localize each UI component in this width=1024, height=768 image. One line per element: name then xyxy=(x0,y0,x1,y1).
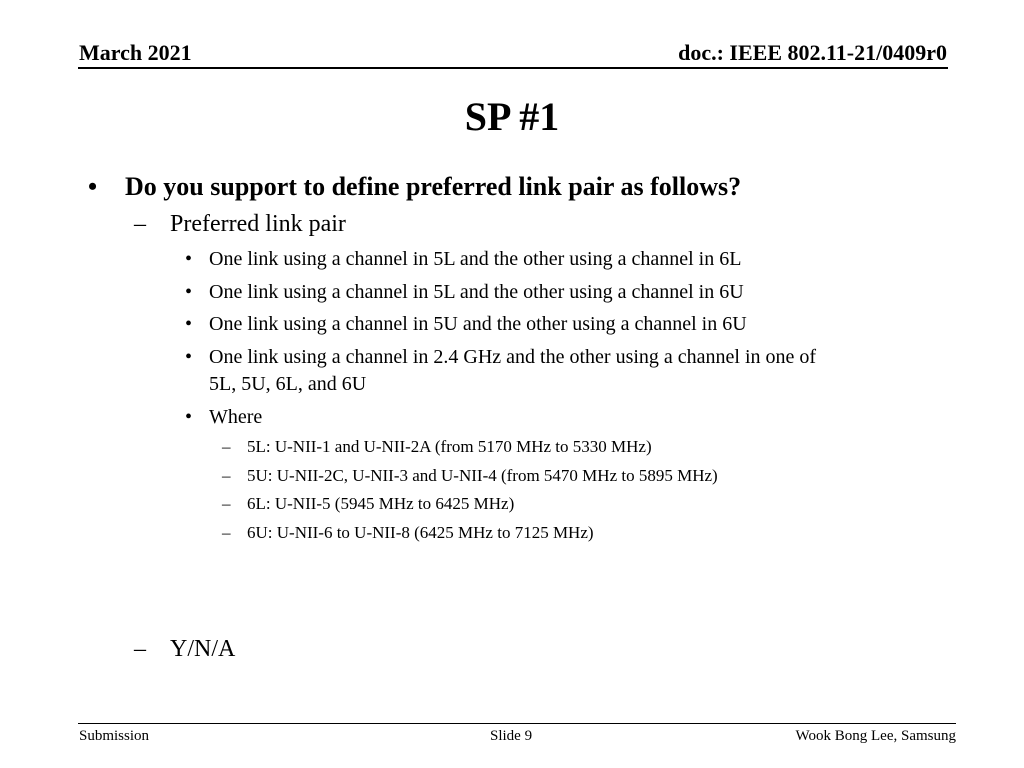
bullet-marker: • xyxy=(185,313,193,335)
list-item: One link using a channel in 5U and the other using a channel in 6U xyxy=(209,313,747,335)
dash-marker: – xyxy=(222,523,231,542)
dash-marker: – xyxy=(222,466,231,485)
slide-title: SP #1 xyxy=(464,94,560,139)
bullet-marker: • xyxy=(88,172,98,201)
list-item: One link using a channel in 5L and the other using a channel in 6L xyxy=(209,248,742,270)
dash-marker: – xyxy=(222,494,231,513)
dash-marker: – xyxy=(222,437,231,456)
footer-slide-number: Slide 9 xyxy=(490,728,533,744)
header-date: March 2021 xyxy=(79,40,192,65)
dash-marker: – xyxy=(134,636,146,662)
where-label: Where xyxy=(209,406,263,428)
bullet-marker: • xyxy=(185,406,193,428)
bullet-marker: • xyxy=(185,346,193,368)
header-doc-id: doc.: IEEE 802.11-21/0409r0 xyxy=(678,40,947,65)
header-divider xyxy=(78,67,948,69)
list-item: One link using a channel in 5L and the other using a channel in 6U xyxy=(209,281,744,303)
footer-author: Wook Bong Lee, Samsung xyxy=(795,728,956,744)
definition-item: 5L: U-NII-1 and U-NII-2A (from 5170 MHz to 5330 MHz) xyxy=(247,437,652,456)
sub-heading: Preferred link pair xyxy=(170,211,346,237)
bullet-marker: • xyxy=(185,281,193,303)
footer-submission: Submission xyxy=(79,728,150,744)
definition-item: 6L: U-NII-5 (5945 MHz to 6425 MHz) xyxy=(247,494,515,513)
definition-item: 6U: U-NII-6 to U-NII-8 (6425 MHz to 7125 MHz) xyxy=(247,523,594,542)
list-item: One link using a channel in 2.4 GHz and the other using a channel in one of xyxy=(209,346,817,368)
list-item-continuation: 5L, 5U, 6L, and 6U xyxy=(209,373,367,395)
dash-marker: – xyxy=(134,211,146,237)
definition-item: 5U: U-NII-2C, U-NII-3 and U-NII-4 (from 5470 MHz to 5895 MHz) xyxy=(247,466,718,485)
bullet-marker: • xyxy=(185,248,193,270)
footer-divider xyxy=(78,723,956,724)
question-text: Do you support to define preferred link pair as follows? xyxy=(125,172,742,201)
answer-options: Y/N/A xyxy=(170,636,236,662)
